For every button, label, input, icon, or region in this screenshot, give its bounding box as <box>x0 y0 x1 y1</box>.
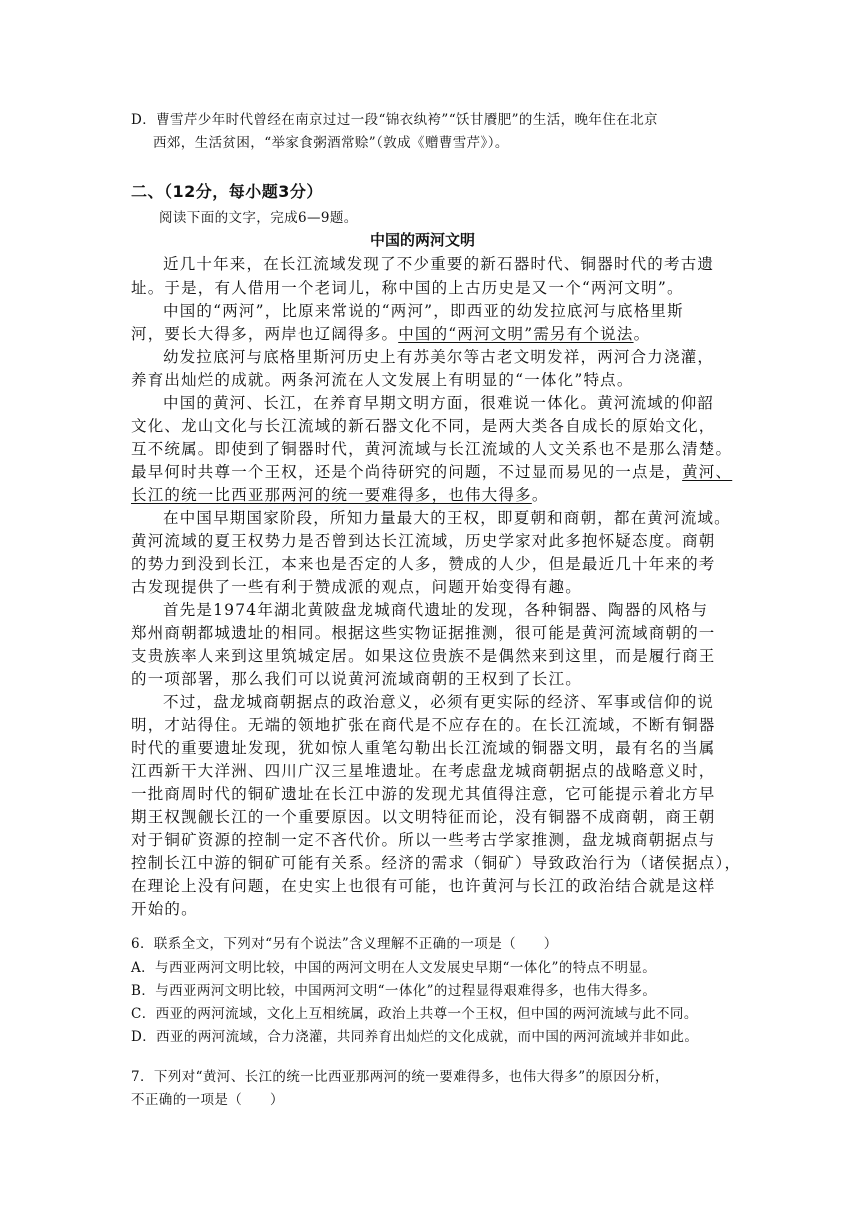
p5-line-1: 在中国早期国家阶段，所知力量最大的王权，即夏朝和商朝，都在黄河流域。 <box>163 509 731 527</box>
p7-line-2: 明，才站得住。无端的领地扩张在商代是不应存在的。在长江流域，不断有铜器 <box>131 716 716 734</box>
q6-option-c: C．西亚的两河流域，文化上互相统属，政治上共尊一个王权，但中国的两河流域与此不同。 <box>131 1006 698 1022</box>
option-d-line-1: D．曹雪芹少年时代曾经在南京过过一段“锦衣纨袴”“饫甘餍肥”的生活，晚年住在北京 <box>131 112 658 128</box>
p2-line-1: 中国的“两河”，比原来常说的“两河”，即西亚的幼发拉底河与底格里斯 <box>163 302 684 320</box>
p4-line-4-text: 最早何时共尊一个王权，还是个尚待研究的问题，不过显而易见的一点是， <box>131 463 683 481</box>
q6-option-d: D．西亚的两河流域，合力浇灌，共同养育出灿烂的文化成就，而中国的两河流域并非如此。 <box>131 1029 699 1045</box>
p4-line-5 <box>131 483 549 505</box>
article-title: 中国的两河文明 <box>370 231 476 249</box>
p7-line-6: 期王权觊觎长江的一个重要原因。以文明特征而论，没有铜器不成商朝，商王朝 <box>131 808 716 826</box>
p3-line-2: 养育出灿烂的成就。两条河流在人文发展上有明显的“一体化”特点。 <box>131 371 634 389</box>
q6-stem: 6．联系全文，下列对“另有个说法”含义理解不正确的一项是（ ） <box>131 936 558 952</box>
p1-line-2: 址。于是，有人借用一个老词儿，称中国的上古历史是又一个“两河文明”。 <box>131 279 684 297</box>
p4-line-1: 中国的黄河、长江，在养育早期文明方面，很难说一体化。黄河流域的仰韶 <box>163 394 715 412</box>
q6-option-a: A．与西亚两河文明比较，中国的两河文明在人文发展史早期“一体化”的特点不明显。 <box>131 960 657 976</box>
q7-stem-line-1: 7．下列对“黄河、长江的统一比西亚那两河的统一要难得多，也伟大得多”的原因分析， <box>131 1069 669 1085</box>
p7-line-3: 时代的重要遗址发现，犹如惊人重笔勾勒出长江流域的铜器文明，最有名的当属 <box>131 739 716 757</box>
p2-line-2-end: 。 <box>633 325 651 343</box>
p7-line-8: 控制长江中游的铜矿可能有关系。经济的需求（铜矿）导致政治行为（诸侯据点）， <box>131 854 742 872</box>
p5-line-3: 的势力到没到长江，本来也是否定的人多，赞成的人少，但是最近几十年来的考 <box>131 555 716 573</box>
p6-line-3: 支贵族率人来到这里筑城定居。如果这位贵族不是偶然来到这里，而是履行商王 <box>131 647 716 665</box>
p3-line-1: 幼发拉底河与底格里斯河历史上有苏美尔等古老文明发祥，两河合力浇灌， <box>163 348 715 366</box>
p7-line-9: 在理论上没有问题，在史实上也很有可能，也许黄河与长江的政治结合就是这样 <box>131 877 716 895</box>
underlined-phrase-unification-start: 黄河、 <box>682 463 733 481</box>
option-d-line-2: 西郊，生活贫困，“举家食粥酒常赊”（敦成《赠曹雪芹》）。 <box>153 135 509 151</box>
p7-line-7: 对于铜矿资源的控制一定不吝代价。所以一些考古学家推测，盘龙城商朝据点与 <box>131 831 716 849</box>
p5-line-4: 古发现提供了一些有利于赞成派的观点，问题开始变得有趣。 <box>131 578 582 596</box>
p7-line-1: 不过，盘龙城商朝据点的政治意义，必须有更实际的经济、军事或信仰的说 <box>163 693 715 711</box>
p6-line-1: 首先是1974年湖北黄陂盘龙城商代遗址的发现，各种铜器、陶器的风格与 <box>163 601 709 619</box>
q6-option-b: B．与西亚两河文明比较，中国两河文明“一体化”的过程显得艰难得多，也伟大得多。 <box>131 983 657 999</box>
p2-line-2 <box>131 322 650 344</box>
p7-line-10: 开始的。 <box>131 900 198 918</box>
p5-line-2: 黄河流域的夏王权势力是否曾到达长江流域，历史学家对此多抱怀疑态度。商朝 <box>131 532 716 550</box>
p7-line-5: 一批商周时代的铜矿遗址在长江中游的发现尤其值得注意，它可能提示着北方早 <box>131 785 716 803</box>
q7-stem-line-2: 不正确的一项是（ ） <box>131 1092 284 1108</box>
p1-line-1: 近几十年来，在长江流域发现了不少重要的新石器时代、铜器时代的考古遗 <box>163 255 715 273</box>
p6-line-4: 的一项部署，那么我们可以说黄河流域商朝的王权到了长江。 <box>131 670 582 688</box>
underlined-phrase-another-saying: 中国的“两河文明”需另有个说法 <box>398 325 634 343</box>
p6-line-2: 郑州商朝都城遗址的相同。根据这些实物证据推测，很可能是黄河流域商朝的一 <box>131 624 716 642</box>
underlined-phrase-unification: 长江的统一比西亚那两河的统一要难得多，也伟大得多 <box>131 486 532 504</box>
p4-line-2: 文化、龙山文化与长江流域的新石器文化不同，是两大类各自成长的原始文化， <box>131 417 716 435</box>
section-instruction: 阅读下面的文字，完成6—9题。 <box>159 210 358 226</box>
p4-line-3: 互不统属。即使到了铜器时代，黄河流域与长江流域的人文关系也不是那么清楚。 <box>131 440 733 458</box>
section-heading: 二、（12分，每小题3分） <box>131 182 323 201</box>
p2-line-2-text: 河，要长大得多，两岸也辽阔得多。 <box>131 325 399 343</box>
p4-line-5-end: 。 <box>531 486 549 504</box>
p7-line-4: 江西新干大洋洲、四川广汉三星堆遗址。在考虑盘龙城商朝据点的战略意义时， <box>131 762 716 780</box>
p4-line-4 <box>131 460 732 482</box>
